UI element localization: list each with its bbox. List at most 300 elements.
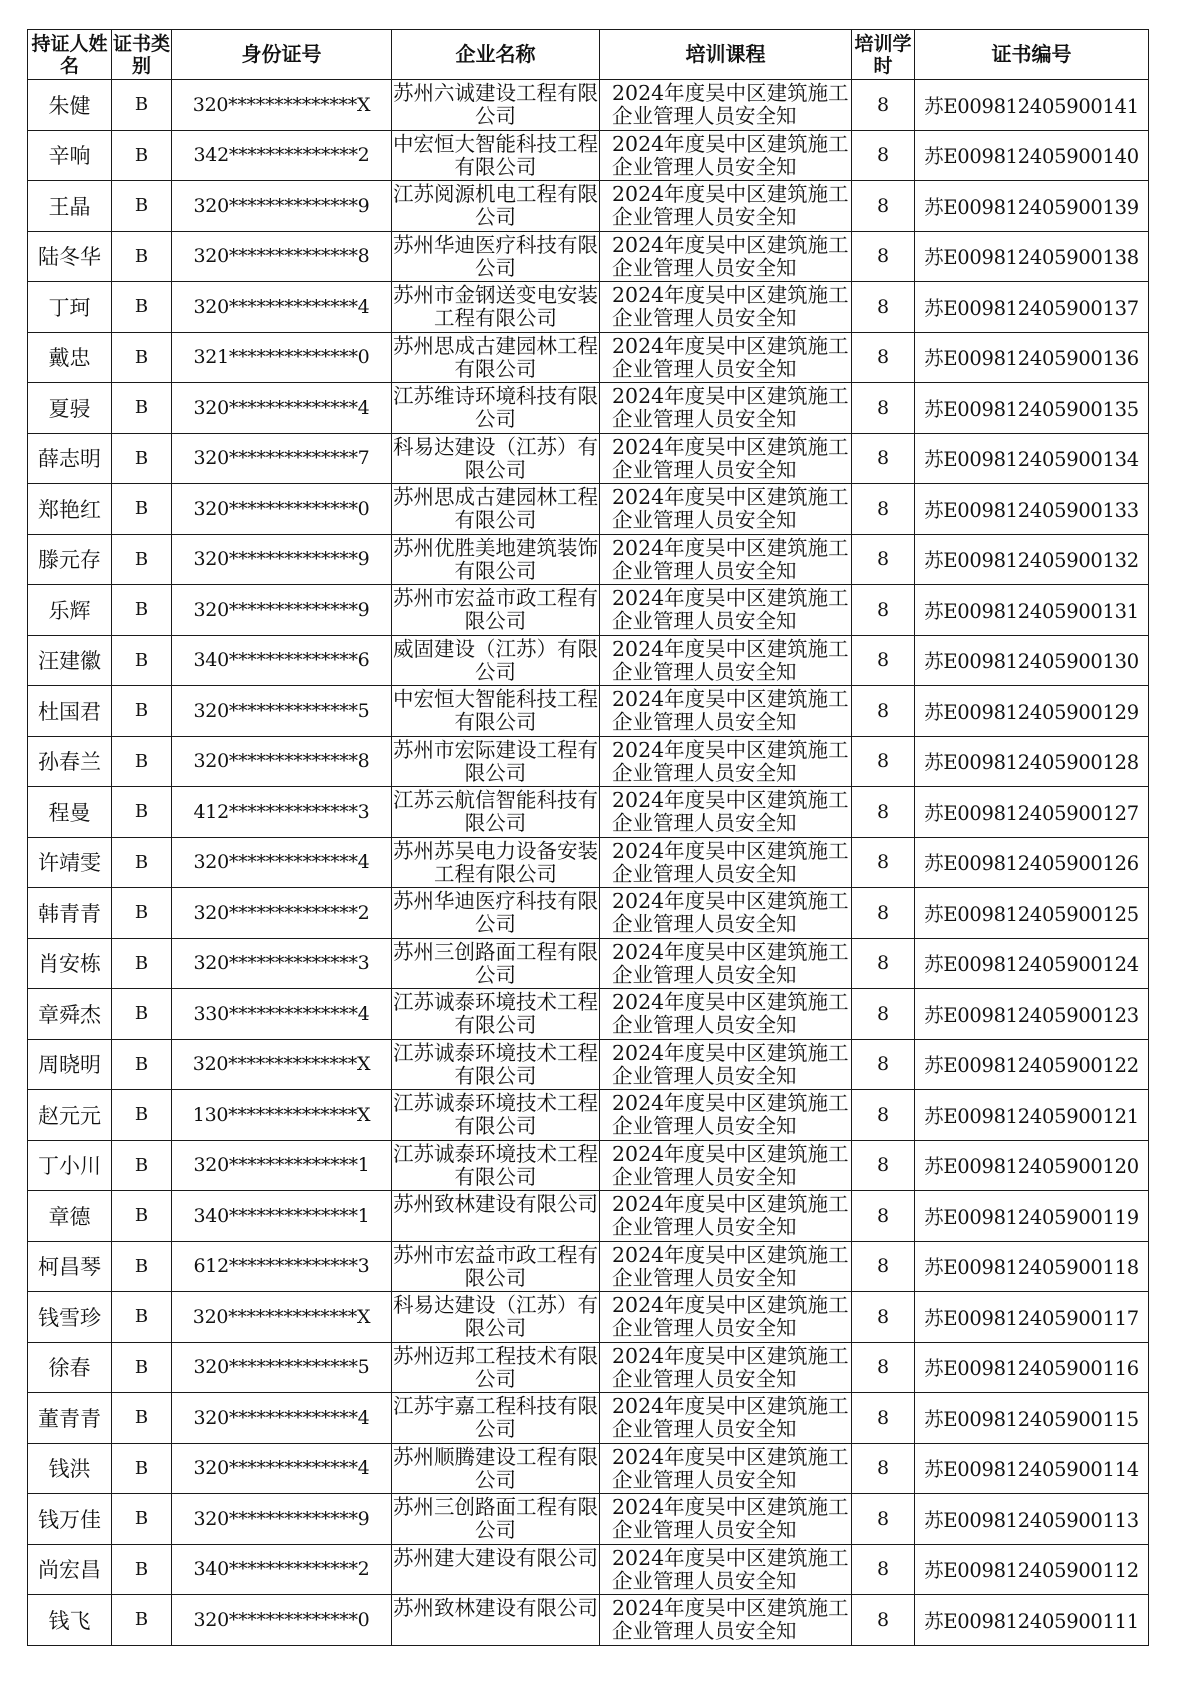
training-course-cell — [600, 686, 852, 737]
table-row — [28, 1494, 1149, 1545]
training-course-text: 2024年度吴中区建筑施工企业管理人员安全知 — [612, 434, 849, 482]
training-hours-cell: 8 — [852, 231, 915, 282]
table-row — [28, 433, 1149, 484]
table-row — [28, 1140, 1149, 1191]
cert-category-cell: B — [112, 989, 172, 1040]
training-course-text: 2024年度吴中区建筑施工企业管理人员安全知 — [612, 1495, 849, 1543]
training-course-text: 2024年度吴中区建筑施工企业管理人员安全知 — [612, 1343, 849, 1391]
company-name-text: 苏州市宏益市政工程有限公司 — [393, 1242, 598, 1290]
training-course-cell — [600, 181, 852, 232]
id-number-cell: 340**************1 — [172, 1191, 392, 1242]
cert-category-cell: B — [112, 635, 172, 686]
cert-number-cell: 苏E009812405900133 — [915, 484, 1149, 535]
holder-name-cell: 程曼 — [28, 787, 112, 838]
company-name-text: 苏州迈邦工程技术有限公司 — [393, 1343, 598, 1391]
cert-category-cell: B — [112, 181, 172, 232]
training-course-text: 2024年度吴中区建筑施工企业管理人员安全知 — [612, 333, 849, 381]
holder-name-cell: 赵元元 — [28, 1090, 112, 1141]
holder-name-cell: 柯昌琴 — [28, 1241, 112, 1292]
training-course-cell — [600, 1241, 852, 1292]
company-name-cell — [392, 1342, 600, 1393]
cert-number-cell: 苏E009812405900127 — [915, 787, 1149, 838]
id-number-cell: 320**************2 — [172, 888, 392, 939]
holder-name-cell: 朱健 — [28, 80, 112, 131]
company-name-cell — [392, 989, 600, 1040]
cert-number-cell: 苏E009812405900117 — [915, 1292, 1149, 1343]
table-row — [28, 1595, 1149, 1646]
training-hours-cell: 8 — [852, 635, 915, 686]
id-number-cell: 320**************X — [172, 80, 392, 131]
company-name-text: 中宏恒大智能科技工程有限公司 — [393, 687, 598, 735]
cert-category-cell: B — [112, 1393, 172, 1444]
table-row — [28, 282, 1149, 333]
table-row — [28, 1544, 1149, 1595]
header-cert-category: 证书类别 — [112, 30, 172, 80]
training-hours-cell: 8 — [852, 383, 915, 434]
company-name-cell — [392, 938, 600, 989]
cert-category-cell: B — [112, 938, 172, 989]
training-hours-cell: 8 — [852, 80, 915, 131]
id-number-cell: 320**************1 — [172, 1140, 392, 1191]
table-row — [28, 736, 1149, 787]
company-name-cell — [392, 433, 600, 484]
holder-name-cell: 夏骎 — [28, 383, 112, 434]
company-name-cell — [392, 1292, 600, 1343]
training-course-cell — [600, 534, 852, 585]
training-course-text: 2024年度吴中区建筑施工企业管理人员安全知 — [612, 1242, 849, 1290]
id-number-cell: 320**************X — [172, 1039, 392, 1090]
company-name-cell — [392, 534, 600, 585]
training-course-text: 2024年度吴中区建筑施工企业管理人员安全知 — [612, 283, 849, 331]
training-course-text: 2024年度吴中区建筑施工企业管理人员安全知 — [612, 1444, 849, 1492]
cert-category-cell: B — [112, 585, 172, 636]
holder-name-cell: 杜国君 — [28, 686, 112, 737]
id-number-cell: 320**************4 — [172, 383, 392, 434]
table-row — [28, 1090, 1149, 1141]
company-name-cell — [392, 1090, 600, 1141]
cert-category-cell: B — [112, 1241, 172, 1292]
table-row — [28, 837, 1149, 888]
training-course-cell — [600, 837, 852, 888]
company-name-cell — [392, 888, 600, 939]
header-id-number: 身份证号 — [172, 30, 392, 80]
id-number-cell: 320**************4 — [172, 837, 392, 888]
table-row — [28, 1191, 1149, 1242]
id-number-cell: 320**************0 — [172, 484, 392, 535]
company-name-text: 苏州华迪医疗科技有限公司 — [393, 232, 598, 280]
training-course-cell — [600, 433, 852, 484]
cert-number-cell: 苏E009812405900121 — [915, 1090, 1149, 1141]
id-number-cell: 330**************4 — [172, 989, 392, 1040]
id-number-cell: 130**************X — [172, 1090, 392, 1141]
cert-category-cell: B — [112, 1292, 172, 1343]
holder-name-cell: 钱洪 — [28, 1443, 112, 1494]
training-hours-cell: 8 — [852, 1090, 915, 1141]
cert-category-cell: B — [112, 787, 172, 838]
company-name-cell — [392, 686, 600, 737]
training-course-text: 2024年度吴中区建筑施工企业管理人员安全知 — [612, 1394, 849, 1442]
cert-number-cell: 苏E009812405900130 — [915, 635, 1149, 686]
company-name-text: 苏州三创路面工程有限公司 — [393, 1495, 598, 1543]
training-hours-cell: 8 — [852, 1241, 915, 1292]
company-name-cell — [392, 231, 600, 282]
cert-number-cell: 苏E009812405900137 — [915, 282, 1149, 333]
id-number-cell: 320**************7 — [172, 433, 392, 484]
company-name-text: 江苏维诗环境科技有限公司 — [393, 384, 598, 432]
training-hours-cell: 8 — [852, 938, 915, 989]
training-course-text: 2024年度吴中区建筑施工企业管理人员安全知 — [612, 535, 849, 583]
training-hours-cell: 8 — [852, 1544, 915, 1595]
header-cert-number: 证书编号 — [915, 30, 1149, 80]
id-number-cell: 320**************4 — [172, 282, 392, 333]
cert-category-cell: B — [112, 686, 172, 737]
cert-category-cell: B — [112, 1494, 172, 1545]
training-hours-cell: 8 — [852, 181, 915, 232]
training-course-text: 2024年度吴中区建筑施工企业管理人员安全知 — [612, 1293, 849, 1341]
id-number-cell: 340**************6 — [172, 635, 392, 686]
cert-number-cell: 苏E009812405900141 — [915, 80, 1149, 131]
holder-name-cell: 许靖雯 — [28, 837, 112, 888]
training-course-cell — [600, 1595, 852, 1646]
id-number-cell: 320**************X — [172, 1292, 392, 1343]
company-name-text: 江苏云航信智能科技有限公司 — [393, 788, 598, 836]
company-name-cell — [392, 282, 600, 333]
id-number-cell: 340**************2 — [172, 1544, 392, 1595]
training-course-text: 2024年度吴中区建筑施工企业管理人员安全知 — [612, 939, 849, 987]
cert-category-cell: B — [112, 837, 172, 888]
table-row — [28, 181, 1149, 232]
id-number-cell: 320**************8 — [172, 231, 392, 282]
training-course-text: 2024年度吴中区建筑施工企业管理人员安全知 — [612, 182, 849, 230]
company-name-text: 苏州建大建设有限公司 — [393, 1545, 598, 1570]
training-course-cell — [600, 332, 852, 383]
training-hours-cell: 8 — [852, 282, 915, 333]
holder-name-cell: 陆冬华 — [28, 231, 112, 282]
id-number-cell: 320**************0 — [172, 1595, 392, 1646]
training-course-text: 2024年度吴中区建筑施工企业管理人员安全知 — [612, 889, 849, 937]
table-row — [28, 1393, 1149, 1444]
holder-name-cell: 辛响 — [28, 130, 112, 181]
company-name-text: 苏州华迪医疗科技有限公司 — [393, 889, 598, 937]
table-row — [28, 80, 1149, 131]
table-row — [28, 383, 1149, 434]
company-name-cell — [392, 1039, 600, 1090]
cert-number-cell: 苏E009812405900131 — [915, 585, 1149, 636]
cert-category-cell: B — [112, 1595, 172, 1646]
training-course-cell — [600, 1443, 852, 1494]
company-name-cell — [392, 635, 600, 686]
training-course-text: 2024年度吴中区建筑施工企业管理人员安全知 — [612, 1596, 849, 1644]
cert-category-cell: B — [112, 332, 172, 383]
holder-name-cell: 肖安栋 — [28, 938, 112, 989]
table-row — [28, 888, 1149, 939]
id-number-cell: 320**************4 — [172, 1443, 392, 1494]
holder-name-cell: 徐春 — [28, 1342, 112, 1393]
cert-number-cell: 苏E009812405900116 — [915, 1342, 1149, 1393]
table-row — [28, 231, 1149, 282]
company-name-cell — [392, 787, 600, 838]
training-hours-cell: 8 — [852, 130, 915, 181]
training-course-text: 2024年度吴中区建筑施工企业管理人员安全知 — [612, 1141, 849, 1189]
company-name-text: 苏州苏吴电力设备安装工程有限公司 — [393, 838, 598, 886]
id-number-cell: 612**************3 — [172, 1241, 392, 1292]
training-course-cell — [600, 1393, 852, 1444]
cert-category-cell: B — [112, 888, 172, 939]
company-name-text: 江苏诚泰环境技术工程有限公司 — [393, 1091, 598, 1139]
company-name-cell — [392, 383, 600, 434]
training-hours-cell: 8 — [852, 1393, 915, 1444]
cert-number-cell: 苏E009812405900118 — [915, 1241, 1149, 1292]
header-holder-name: 持证人姓名 — [28, 30, 112, 80]
cert-category-cell: B — [112, 282, 172, 333]
cert-number-cell: 苏E009812405900123 — [915, 989, 1149, 1040]
holder-name-cell: 钱万佳 — [28, 1494, 112, 1545]
company-name-text: 苏州优胜美地建筑装饰有限公司 — [393, 535, 598, 583]
cert-number-cell: 苏E009812405900114 — [915, 1443, 1149, 1494]
cert-category-cell: B — [112, 80, 172, 131]
training-hours-cell: 8 — [852, 1494, 915, 1545]
id-number-cell: 412**************3 — [172, 787, 392, 838]
table-row — [28, 938, 1149, 989]
table-row — [28, 635, 1149, 686]
holder-name-cell: 尚宏昌 — [28, 1544, 112, 1595]
holder-name-cell: 钱雪珍 — [28, 1292, 112, 1343]
company-name-cell — [392, 1191, 600, 1242]
table-row — [28, 130, 1149, 181]
id-number-cell: 320**************9 — [172, 1494, 392, 1545]
table-row — [28, 1443, 1149, 1494]
holder-name-cell: 章德 — [28, 1191, 112, 1242]
training-course-cell — [600, 484, 852, 535]
table-row — [28, 585, 1149, 636]
cert-category-cell: B — [112, 484, 172, 535]
cert-number-cell: 苏E009812405900129 — [915, 686, 1149, 737]
training-course-text: 2024年度吴中区建筑施工企业管理人员安全知 — [612, 1091, 849, 1139]
company-name-text: 江苏诚泰环境技术工程有限公司 — [393, 1141, 598, 1189]
cert-category-cell: B — [112, 1039, 172, 1090]
cert-number-cell: 苏E009812405900115 — [915, 1393, 1149, 1444]
training-course-text: 2024年度吴中区建筑施工企业管理人员安全知 — [612, 838, 849, 886]
training-course-text: 2024年度吴中区建筑施工企业管理人员安全知 — [612, 485, 849, 533]
cert-category-cell: B — [112, 433, 172, 484]
holder-name-cell: 丁珂 — [28, 282, 112, 333]
company-name-text: 江苏诚泰环境技术工程有限公司 — [393, 1040, 598, 1088]
cert-category-cell: B — [112, 534, 172, 585]
header-training-hours: 培训学时 — [852, 30, 915, 80]
id-number-cell: 320**************4 — [172, 1393, 392, 1444]
cert-number-cell: 苏E009812405900112 — [915, 1544, 1149, 1595]
table-row — [28, 686, 1149, 737]
company-name-text: 苏州市宏益市政工程有限公司 — [393, 586, 598, 634]
cert-number-cell: 苏E009812405900135 — [915, 383, 1149, 434]
cert-number-cell: 苏E009812405900124 — [915, 938, 1149, 989]
holder-name-cell: 韩青青 — [28, 888, 112, 939]
company-name-cell — [392, 1140, 600, 1191]
training-hours-cell: 8 — [852, 888, 915, 939]
training-course-cell — [600, 635, 852, 686]
cert-category-cell: B — [112, 1140, 172, 1191]
company-name-text: 江苏阅源机电工程有限公司 — [393, 182, 598, 230]
table-row — [28, 1342, 1149, 1393]
company-name-cell — [392, 332, 600, 383]
training-course-text: 2024年度吴中区建筑施工企业管理人员安全知 — [612, 1192, 849, 1240]
company-name-text: 科易达建设（江苏）有限公司 — [393, 1293, 598, 1341]
training-course-cell — [600, 989, 852, 1040]
training-hours-cell: 8 — [852, 1443, 915, 1494]
company-name-text: 苏州市宏际建设工程有限公司 — [393, 737, 598, 785]
training-course-text: 2024年度吴中区建筑施工企业管理人员安全知 — [612, 1545, 849, 1593]
cert-number-cell: 苏E009812405900128 — [915, 736, 1149, 787]
training-course-cell — [600, 1342, 852, 1393]
training-hours-cell: 8 — [852, 1039, 915, 1090]
holder-name-cell: 薛志明 — [28, 433, 112, 484]
training-course-text: 2024年度吴中区建筑施工企业管理人员安全知 — [612, 687, 849, 735]
company-name-cell — [392, 585, 600, 636]
table-body — [28, 80, 1149, 1646]
training-course-cell — [600, 736, 852, 787]
company-name-text: 科易达建设（江苏）有限公司 — [393, 434, 598, 482]
cert-category-cell: B — [112, 1443, 172, 1494]
cert-number-cell: 苏E009812405900140 — [915, 130, 1149, 181]
training-course-text: 2024年度吴中区建筑施工企业管理人员安全知 — [612, 990, 849, 1038]
cert-number-cell: 苏E009812405900111 — [915, 1595, 1149, 1646]
id-number-cell: 320**************9 — [172, 181, 392, 232]
holder-name-cell: 章舜杰 — [28, 989, 112, 1040]
id-number-cell: 320**************9 — [172, 585, 392, 636]
company-name-text: 中宏恒大智能科技工程有限公司 — [393, 131, 598, 179]
company-name-cell — [392, 1544, 600, 1595]
id-number-cell: 320**************8 — [172, 736, 392, 787]
cert-category-cell: B — [112, 1342, 172, 1393]
company-name-cell — [392, 1241, 600, 1292]
company-name-text: 江苏宇嘉工程科技有限公司 — [393, 1394, 598, 1442]
training-hours-cell: 8 — [852, 332, 915, 383]
training-hours-cell: 8 — [852, 736, 915, 787]
holder-name-cell: 周晓明 — [28, 1039, 112, 1090]
training-course-cell — [600, 231, 852, 282]
cert-number-cell: 苏E009812405900134 — [915, 433, 1149, 484]
training-course-cell — [600, 1090, 852, 1141]
cert-category-cell: B — [112, 1191, 172, 1242]
table-row — [28, 787, 1149, 838]
training-course-text: 2024年度吴中区建筑施工企业管理人员安全知 — [612, 232, 849, 280]
company-name-cell — [392, 1443, 600, 1494]
training-course-cell — [600, 1039, 852, 1090]
header-company-name: 企业名称 — [392, 30, 600, 80]
training-course-text: 2024年度吴中区建筑施工企业管理人员安全知 — [612, 1040, 849, 1088]
training-hours-cell: 8 — [852, 787, 915, 838]
training-course-cell — [600, 383, 852, 434]
training-hours-cell: 8 — [852, 1342, 915, 1393]
company-name-cell — [392, 80, 600, 131]
company-name-cell — [392, 130, 600, 181]
training-course-text: 2024年度吴中区建筑施工企业管理人员安全知 — [612, 586, 849, 634]
training-course-cell — [600, 1544, 852, 1595]
cert-category-cell: B — [112, 1544, 172, 1595]
training-course-text: 2024年度吴中区建筑施工企业管理人员安全知 — [612, 131, 849, 179]
table-header — [28, 30, 1149, 80]
training-hours-cell: 8 — [852, 1595, 915, 1646]
table-row — [28, 332, 1149, 383]
cert-number-cell: 苏E009812405900136 — [915, 332, 1149, 383]
cert-category-cell: B — [112, 1090, 172, 1141]
training-course-cell — [600, 1191, 852, 1242]
company-name-text: 威固建设（江苏）有限公司 — [393, 636, 598, 684]
company-name-text: 苏州三创路面工程有限公司 — [393, 939, 598, 987]
training-course-cell — [600, 1494, 852, 1545]
company-name-text: 江苏诚泰环境技术工程有限公司 — [393, 990, 598, 1038]
table-row — [28, 484, 1149, 535]
training-hours-cell: 8 — [852, 686, 915, 737]
certificate-table — [27, 29, 1149, 1646]
training-hours-cell: 8 — [852, 433, 915, 484]
training-hours-cell: 8 — [852, 585, 915, 636]
id-number-cell: 342**************2 — [172, 130, 392, 181]
header-training-course: 培训课程 — [600, 30, 852, 80]
training-course-cell — [600, 585, 852, 636]
holder-name-cell: 乐辉 — [28, 585, 112, 636]
cert-number-cell: 苏E009812405900122 — [915, 1039, 1149, 1090]
training-course-cell — [600, 130, 852, 181]
training-course-cell — [600, 888, 852, 939]
cert-category-cell: B — [112, 130, 172, 181]
header-row — [28, 30, 1149, 80]
cert-number-cell: 苏E009812405900113 — [915, 1494, 1149, 1545]
training-hours-cell: 8 — [852, 534, 915, 585]
training-course-text: 2024年度吴中区建筑施工企业管理人员安全知 — [612, 636, 849, 684]
company-name-text: 苏州思成古建园林工程有限公司 — [393, 485, 598, 533]
id-number-cell: 320**************5 — [172, 686, 392, 737]
company-name-text: 苏州致林建设有限公司 — [393, 1596, 598, 1621]
id-number-cell: 320**************5 — [172, 1342, 392, 1393]
training-course-cell — [600, 80, 852, 131]
training-hours-cell: 8 — [852, 1191, 915, 1242]
id-number-cell: 321**************0 — [172, 332, 392, 383]
cert-number-cell: 苏E009812405900138 — [915, 231, 1149, 282]
training-course-cell — [600, 282, 852, 333]
training-course-cell — [600, 787, 852, 838]
training-hours-cell: 8 — [852, 989, 915, 1040]
holder-name-cell: 董青青 — [28, 1393, 112, 1444]
holder-name-cell: 孙春兰 — [28, 736, 112, 787]
holder-name-cell: 钱飞 — [28, 1595, 112, 1646]
holder-name-cell: 丁小川 — [28, 1140, 112, 1191]
holder-name-cell: 郑艳红 — [28, 484, 112, 535]
holder-name-cell: 汪建徽 — [28, 635, 112, 686]
company-name-text: 苏州市金钢送变电安装工程有限公司 — [393, 283, 598, 331]
holder-name-cell: 滕元存 — [28, 534, 112, 585]
cert-number-cell: 苏E009812405900125 — [915, 888, 1149, 939]
company-name-cell — [392, 484, 600, 535]
training-course-cell — [600, 1140, 852, 1191]
company-name-cell — [392, 181, 600, 232]
cert-number-cell: 苏E009812405900132 — [915, 534, 1149, 585]
training-hours-cell: 8 — [852, 484, 915, 535]
holder-name-cell: 戴忠 — [28, 332, 112, 383]
training-hours-cell: 8 — [852, 1140, 915, 1191]
cert-number-cell: 苏E009812405900119 — [915, 1191, 1149, 1242]
cert-number-cell: 苏E009812405900126 — [915, 837, 1149, 888]
training-course-text: 2024年度吴中区建筑施工企业管理人员安全知 — [612, 384, 849, 432]
table-row — [28, 1241, 1149, 1292]
company-name-text: 苏州六诚建设工程有限公司 — [393, 81, 598, 129]
table-row — [28, 1292, 1149, 1343]
training-course-cell — [600, 938, 852, 989]
training-course-cell — [600, 1292, 852, 1343]
company-name-cell — [392, 837, 600, 888]
company-name-text: 苏州致林建设有限公司 — [393, 1192, 598, 1217]
training-course-text: 2024年度吴中区建筑施工企业管理人员安全知 — [612, 788, 849, 836]
